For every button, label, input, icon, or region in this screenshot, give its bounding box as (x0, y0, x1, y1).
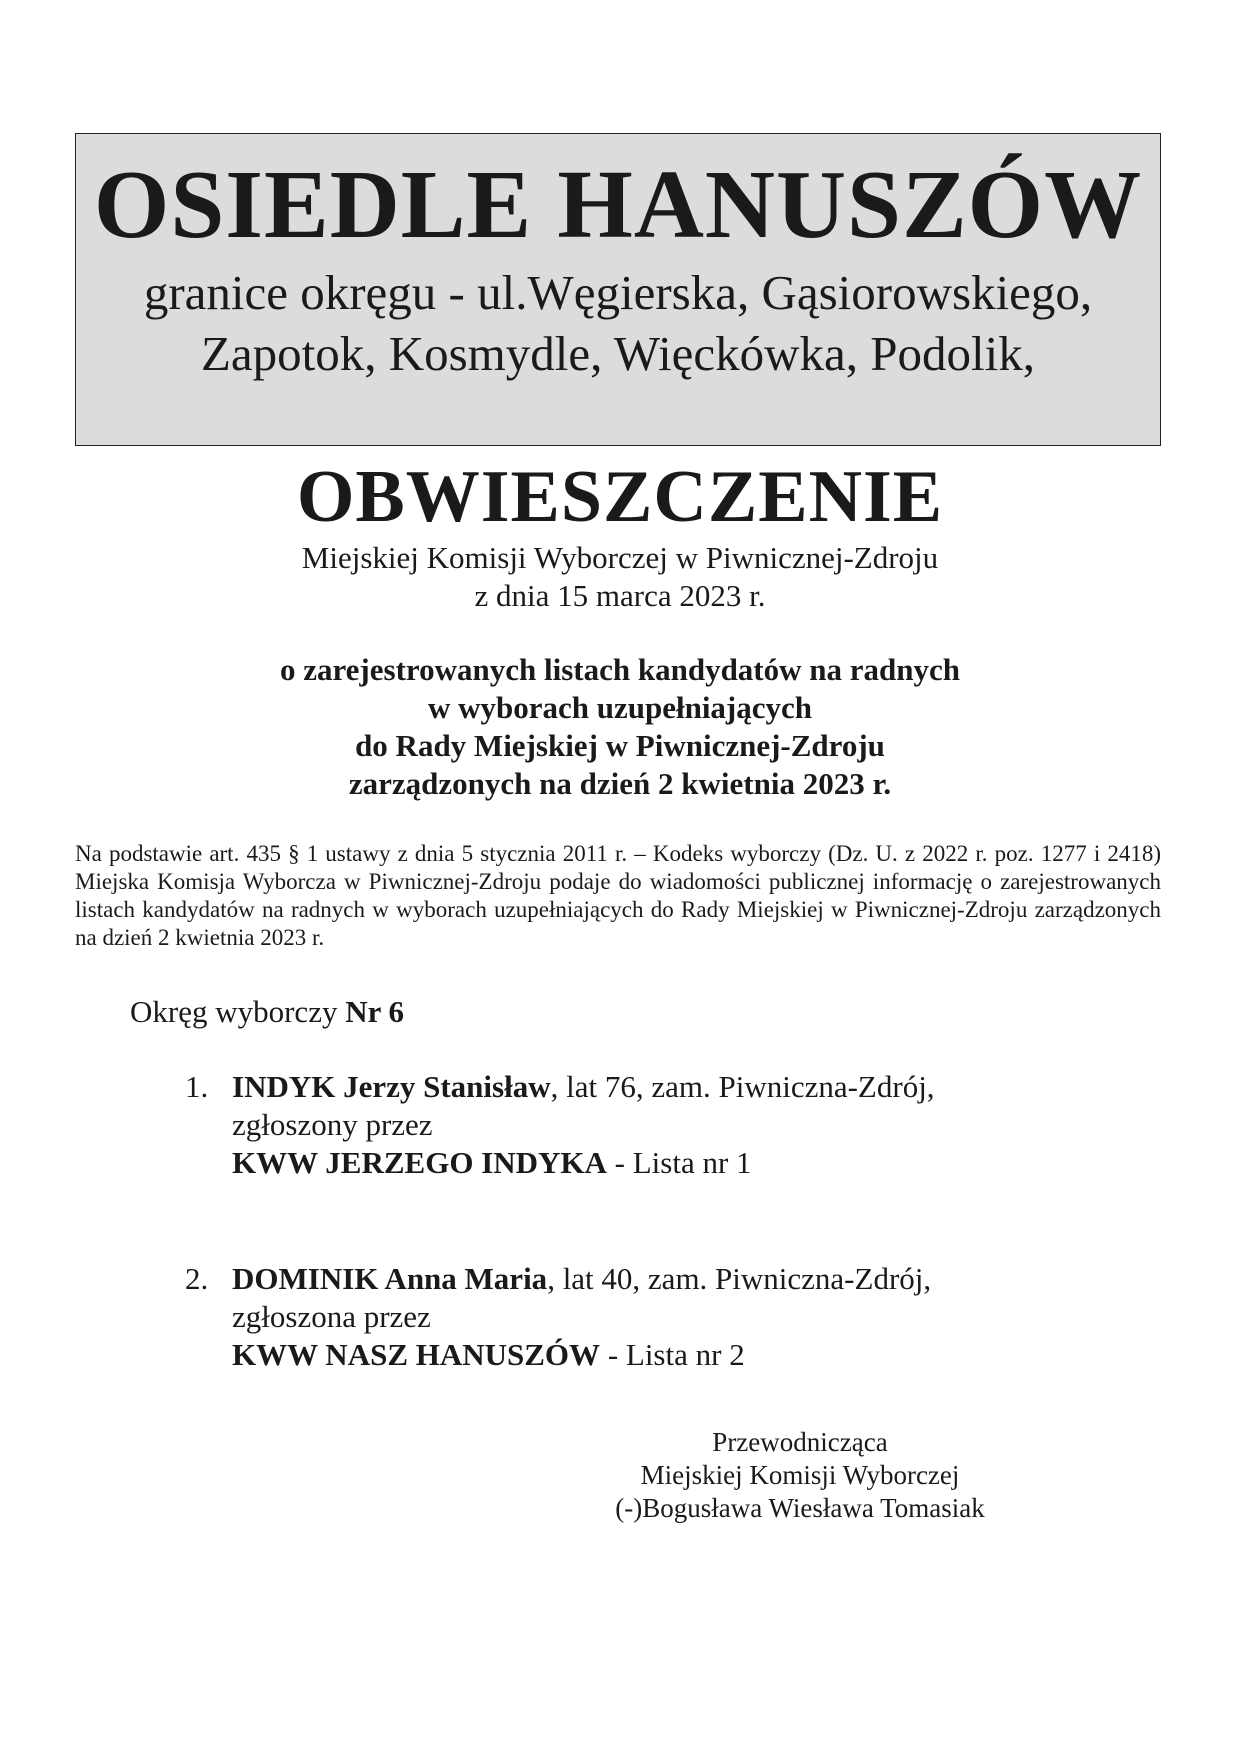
notice-issuer: Miejskiej Komisji Wyborczej w Piwnicznej-Zdroju (301, 540, 939, 575)
candidate-entry (185, 1068, 935, 1182)
subject-line-4: zarządzonych na dzień 2 kwietnia 2023 r. (348, 766, 892, 801)
candidate-line-name (232, 1260, 931, 1298)
legal-basis-paragraph: Na podstawie art. 435 § 1 ustawy z dnia 5 stycznia 2011 r. – Kodeks wyborczy (Dz. U. z 2022 r. poz. 1277 i 2418) Miejska Komisja Wyborcza w Piwnicznej-Zdroju podaje do wiadomości publicznej informację o zarejestrowanych listach kandydatów na radnych w wyborach uzupełniających do Rady Miejskiej w Piwnicznej-Zdroju zarządzonych na dzień 2 kwietnia 2023 r. (75, 841, 1161, 950)
district-number: Nr 6 (345, 994, 405, 1029)
signature-name: (-)Bogusława Wiesława Tomasiak (615, 1493, 985, 1523)
subject-line-2: w wyborach uzupełniających (427, 690, 813, 725)
candidate-entry (185, 1260, 931, 1374)
candidate-number: 2. (185, 1261, 209, 1296)
candidate-line-committee (232, 1336, 931, 1374)
notice-meta (0, 539, 1240, 615)
candidate-committee: KWW JERZEGO INDYKA (232, 1145, 607, 1180)
candidate-name: INDYK Jerzy Stanisław (232, 1069, 551, 1104)
electoral-district (130, 993, 404, 1031)
candidate-number: 1. (185, 1069, 209, 1104)
candidate-submitted-by: zgłoszona przez (232, 1299, 431, 1334)
header-boundaries-line-2: Zapotok, Kosmydle, Więckówka, Podolik, (200, 326, 1036, 381)
candidate-body (232, 1068, 935, 1182)
candidate-line-committee (232, 1144, 935, 1182)
district-label: Okręg wyborczy (130, 994, 338, 1029)
subject-line-3: do Rady Miejskiej w Piwnicznej-Zdroju (355, 728, 885, 763)
candidate-list-number: - Lista nr 2 (600, 1337, 745, 1372)
signature-role: Przewodnicząca (712, 1427, 888, 1457)
candidate-name: DOMINIK Anna Maria (232, 1261, 548, 1296)
signature-body: Miejskiej Komisji Wyborczej (640, 1460, 960, 1490)
notice-subject (0, 651, 1240, 803)
candidate-list-number: - Lista nr 1 (606, 1145, 752, 1180)
notice-date: z dnia 15 marca 2023 r. (474, 578, 766, 613)
header-box (75, 133, 1161, 446)
notice-title: OBWIESZCZENIE (296, 456, 944, 538)
candidate-details: , lat 40, zam. Piwniczna-Zdrój, (547, 1261, 932, 1296)
candidate-details: , lat 76, zam. Piwniczna-Zdrój, (550, 1069, 935, 1104)
signature-block (540, 1426, 1060, 1525)
header-boundaries-line-1: granice okręgu - ul.Węgierska, Gąsiorowskiego, (143, 265, 1093, 320)
candidate-body (232, 1260, 931, 1374)
subject-line-1: o zarejestrowanych listach kandydatów na radnych (279, 652, 961, 687)
candidate-submitted-by: zgłoszony przez (232, 1107, 433, 1142)
candidate-line-name (232, 1068, 935, 1106)
candidate-committee: KWW NASZ HANUSZÓW (232, 1337, 601, 1372)
header-title: OSIEDLE HANUSZÓW (93, 151, 1143, 258)
